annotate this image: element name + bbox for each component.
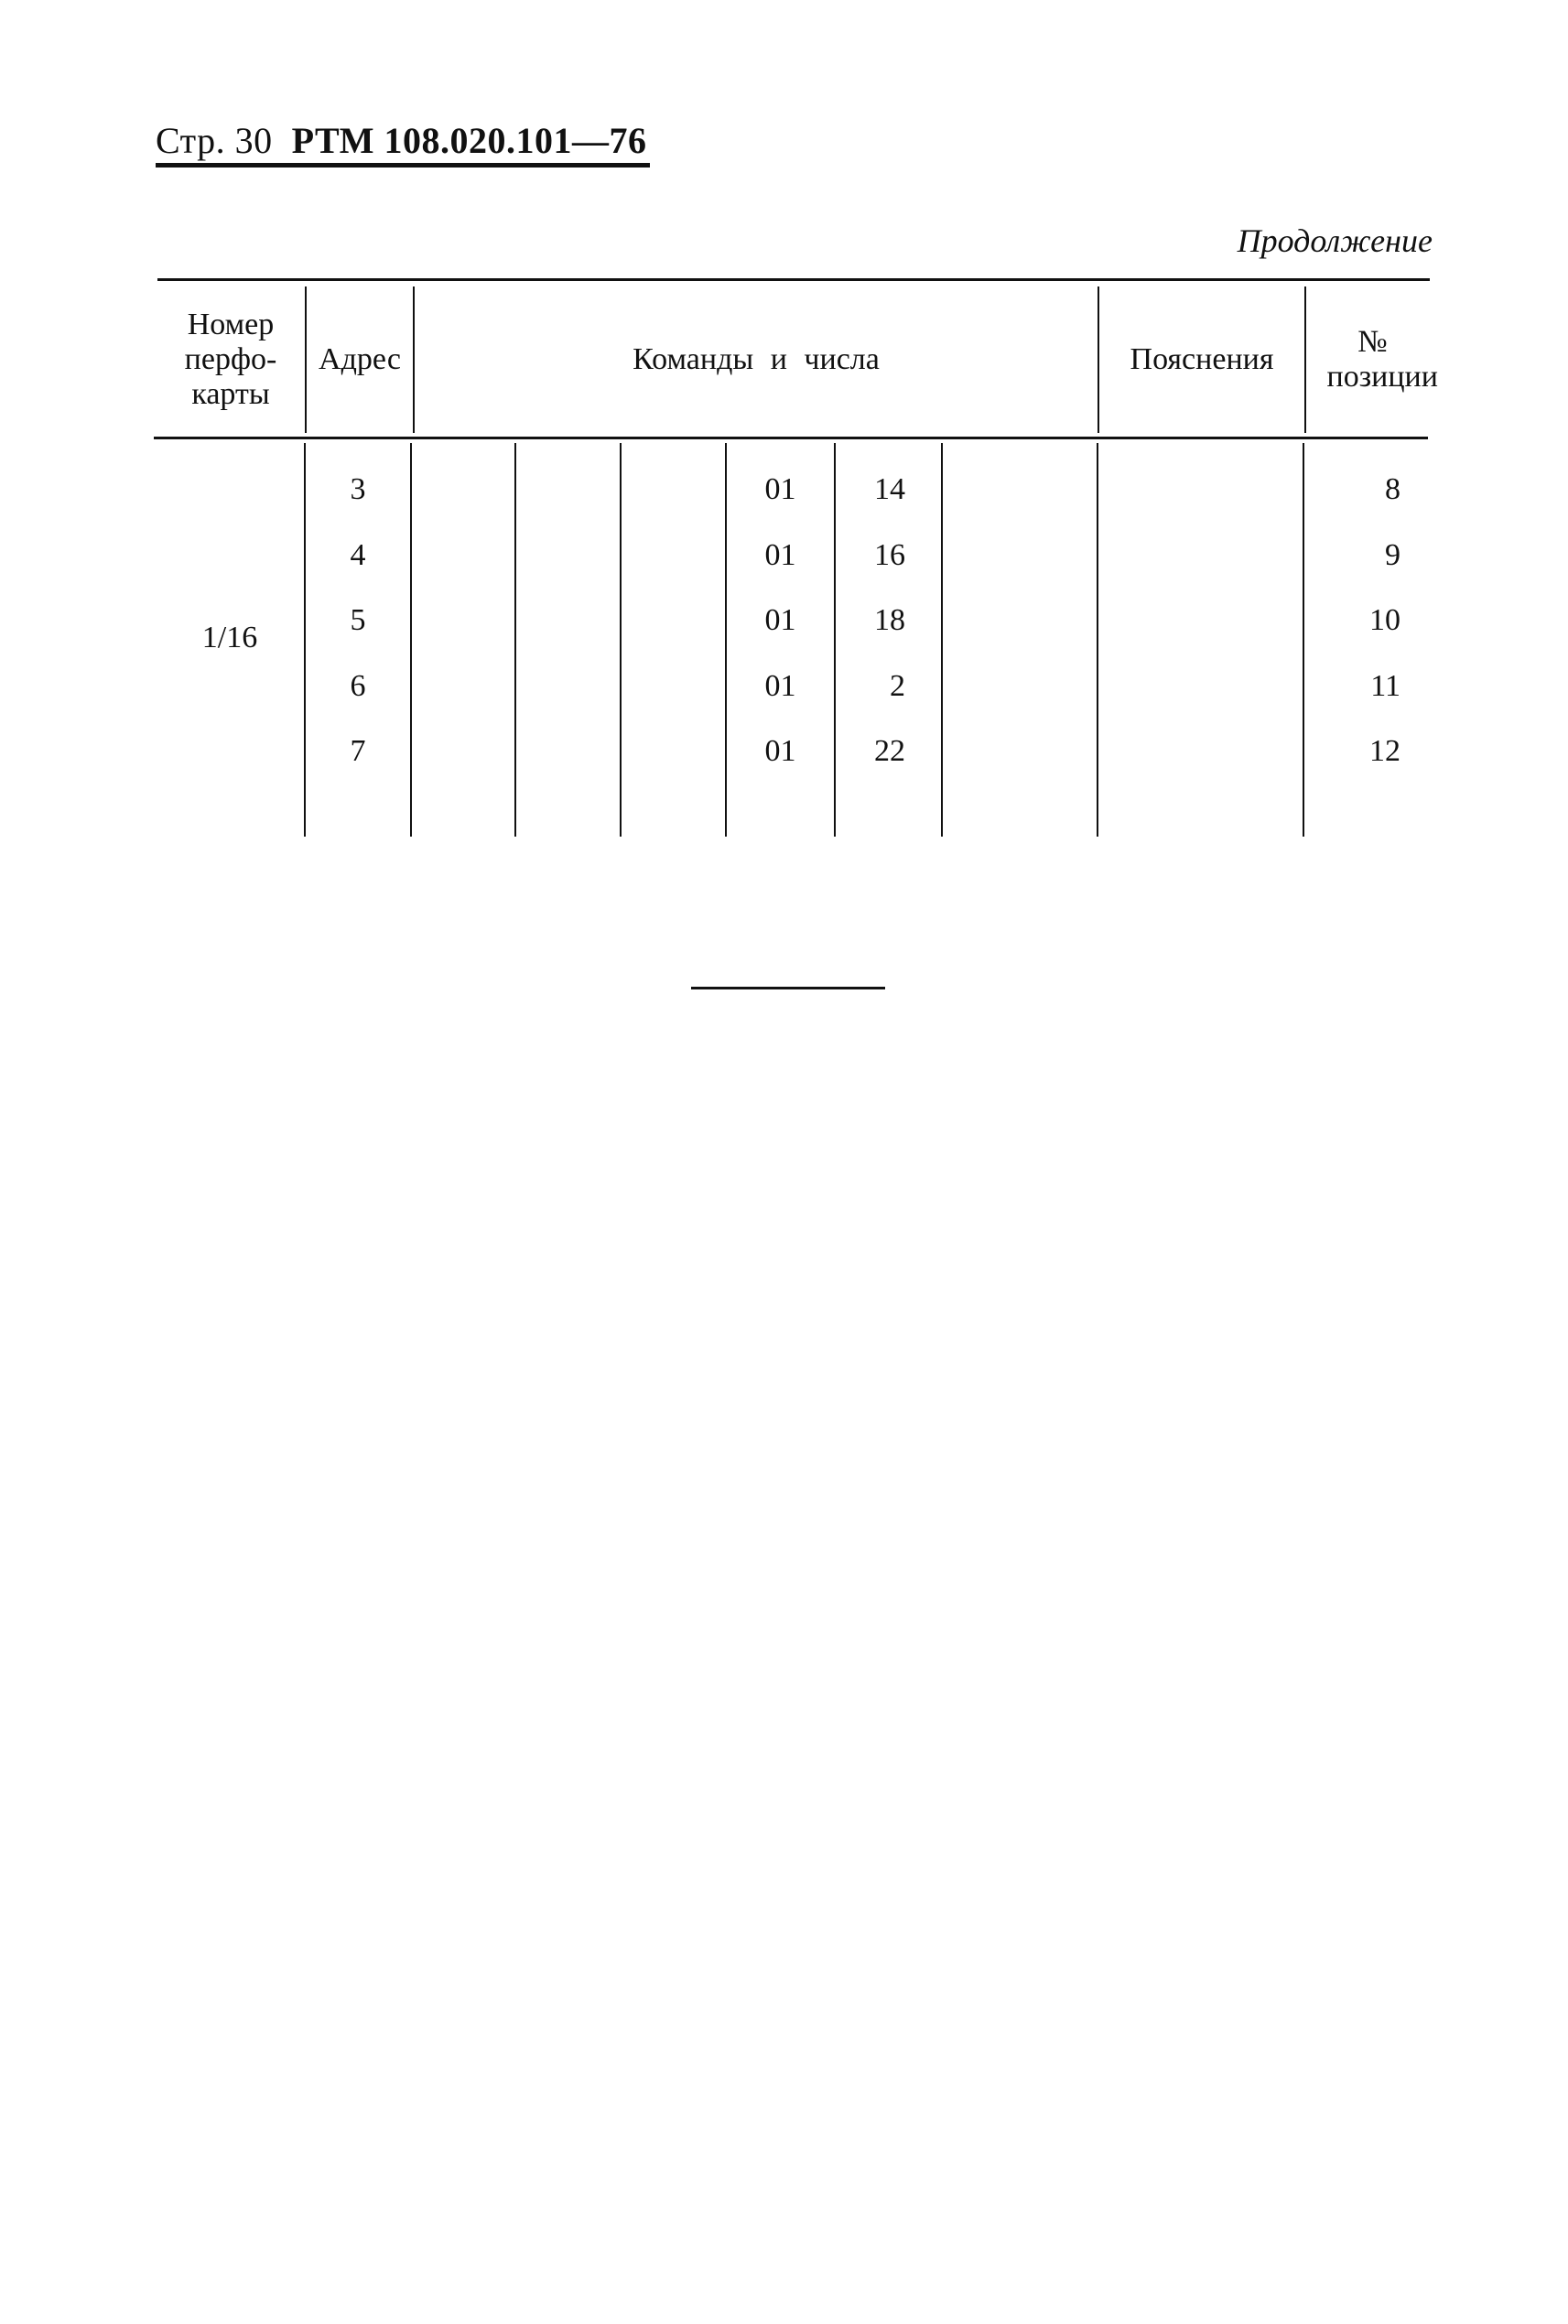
document-code: РТМ 108.020.101—76 [291, 120, 647, 161]
command-number-cell: 18 [874, 603, 905, 637]
command-number-cell: 14 [874, 472, 905, 506]
section-end-rule [691, 987, 885, 989]
position-cell: 10 [1369, 603, 1400, 637]
page-number: Стр. 30 [156, 120, 273, 161]
column-header-notes-text: Пояснения [1130, 341, 1274, 376]
command-code-cell: 01 [764, 734, 796, 768]
column-header-address-text: Адрес [319, 341, 401, 376]
command-number-cell: 22 [874, 734, 905, 768]
body-divider [941, 443, 943, 837]
command-code-cell: 01 [764, 538, 796, 572]
column-header-notes [1099, 286, 1304, 433]
command-code-cell: 01 [764, 603, 796, 637]
page-header [156, 119, 646, 162]
body-divider [1097, 443, 1098, 837]
command-code-cell: 01 [764, 669, 796, 703]
position-cell: 11 [1370, 669, 1400, 703]
address-cell: 6 [350, 669, 366, 703]
command-number-cell: 16 [874, 538, 905, 572]
position-cell: 9 [1385, 538, 1400, 572]
address-cell: 3 [350, 472, 366, 506]
header-underline [156, 163, 650, 168]
continuation-label: Продолжение [1237, 222, 1433, 259]
position-cell: 12 [1369, 734, 1400, 768]
command-number-cell: 2 [890, 669, 905, 703]
body-divider [620, 443, 622, 837]
body-divider [514, 443, 516, 837]
command-code-cell: 01 [764, 472, 796, 506]
column-header-position-text: № позиции [1326, 324, 1438, 394]
column-header-commands-text: Команды и числа [633, 341, 880, 376]
column-header-position [1306, 286, 1439, 433]
body-divider [410, 443, 412, 837]
address-cell: 5 [350, 603, 366, 637]
address-cell: 7 [350, 734, 366, 768]
column-header-commands [415, 286, 1098, 433]
column-header-card-number [157, 286, 304, 433]
position-cell: 8 [1385, 472, 1400, 506]
table-top-rule [157, 278, 1430, 281]
column-header-card-number-text: Номер перфо- карты [184, 307, 277, 412]
address-cell: 4 [350, 538, 366, 572]
column-header-address [307, 286, 413, 433]
table-header-rule [154, 437, 1428, 439]
card-number-value: 1/16 [201, 621, 258, 654]
